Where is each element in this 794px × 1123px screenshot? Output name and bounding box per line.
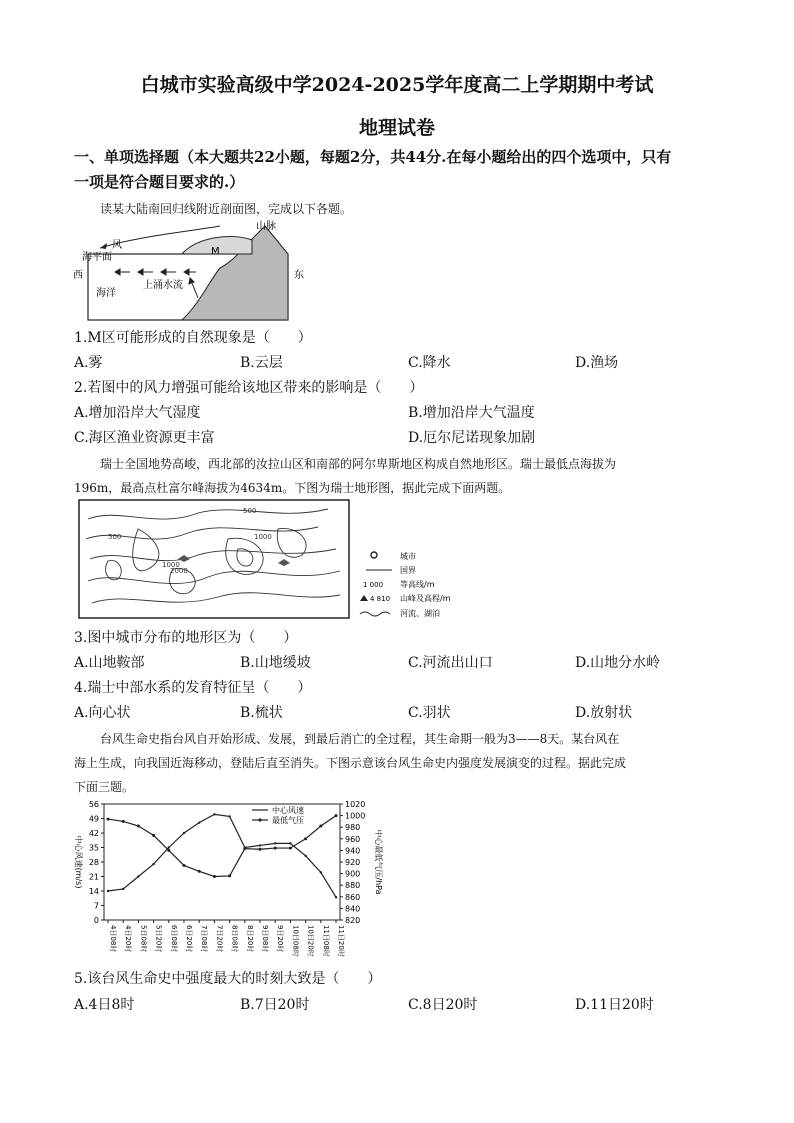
x-tick-label: 11日20时 bbox=[337, 925, 345, 957]
legend-contour-value: 1 000 bbox=[363, 581, 384, 589]
legend-border: 国界 bbox=[400, 566, 416, 575]
left-tick-label: 21 bbox=[88, 872, 99, 882]
wind-label: 风 bbox=[112, 240, 122, 251]
min-pressure-point bbox=[259, 848, 262, 851]
legend-pressure-marker bbox=[258, 818, 261, 821]
wind-speed-point bbox=[213, 813, 215, 815]
right-tick-label: 1000 bbox=[345, 811, 366, 821]
x-tick-label: 7日20时 bbox=[215, 925, 224, 953]
left-axis-label: 中心风速(m/s) bbox=[74, 835, 83, 889]
legend-peak: 山峰及高程/m bbox=[400, 594, 451, 603]
right-tick-label: 820 bbox=[345, 916, 361, 925]
wind-speed-point bbox=[168, 846, 170, 848]
passage3-line2: 海上生成，向我国近海移动，登陆后直至消失。下图示意该台风生命史内强度发展演变的过程。据此完成 bbox=[74, 756, 627, 770]
min-pressure-point bbox=[304, 837, 307, 840]
q3-option-a[interactable]: A.山地鞍部 bbox=[74, 655, 145, 671]
wind-speed-point bbox=[122, 888, 124, 890]
left-tick-label: 14 bbox=[88, 887, 99, 896]
left-tick-label: 0 bbox=[93, 916, 99, 925]
wind-speed-point bbox=[304, 855, 306, 857]
x-tick-label: 8日08时 bbox=[230, 925, 239, 953]
typhoon-intensity-chart bbox=[68, 798, 388, 962]
min-pressure-point bbox=[137, 825, 140, 828]
right-tick-label: 840 bbox=[345, 904, 361, 914]
wind-speed-point bbox=[183, 832, 185, 834]
mountain-label: 山脉 bbox=[256, 221, 276, 232]
min-pressure-point bbox=[228, 874, 231, 877]
q5-stem: 5.该台风生命史中强度最大的时刻大致是（ ） bbox=[74, 971, 382, 987]
q1-option-c[interactable]: C.降水 bbox=[408, 355, 451, 371]
left-tick-label: 42 bbox=[88, 829, 99, 838]
min-pressure-point bbox=[167, 849, 170, 852]
min-pressure-point bbox=[152, 834, 155, 837]
legend-peak-value: 4 810 bbox=[370, 595, 391, 603]
switzerland-topo-map bbox=[78, 499, 478, 621]
q1-option-b[interactable]: B.云层 bbox=[240, 355, 283, 371]
q2-option-b[interactable]: B.增加沿岸大气温度 bbox=[408, 405, 535, 421]
sea-level-label: 海平面 bbox=[82, 252, 112, 263]
x-tick-label: 5日08时 bbox=[139, 925, 148, 953]
right-tick-label: 880 bbox=[345, 881, 361, 891]
q2-stem: 2.若图中的风力增强可能给该地区带来的影响是（ ） bbox=[74, 380, 424, 396]
x-tick-label: 10日08时 bbox=[291, 925, 300, 957]
right-tick-label: 860 bbox=[345, 892, 361, 902]
q3-option-b[interactable]: B.山地缓坡 bbox=[240, 655, 311, 671]
q3-option-c[interactable]: C.河流出山口 bbox=[408, 655, 493, 671]
passage3-line1: 台风生命史指台风自开始形成、发展，到最后消亡的全过程，其生命期一般为3——8天。某台风在 bbox=[100, 732, 620, 746]
right-tick-label: 920 bbox=[345, 858, 361, 867]
passage2-line1: 瑞士全国地势高峻，西北部的汝拉山区和南部的阿尔卑斯地区构成自然地形区。瑞士最低点海拔为 bbox=[100, 457, 617, 471]
upwelling-label: 上涌水流 bbox=[143, 280, 183, 291]
q5-option-d[interactable]: D.11日20时 bbox=[575, 997, 654, 1013]
right-tick-label: 960 bbox=[345, 834, 361, 844]
q5-option-b[interactable]: B.7日20时 bbox=[240, 997, 310, 1013]
wind-speed-point bbox=[259, 844, 261, 846]
q5-option-c[interactable]: C.8日20时 bbox=[408, 997, 478, 1013]
x-tick-label: 5日20时 bbox=[154, 925, 163, 953]
wind-speed-point bbox=[228, 815, 230, 817]
legend-wind-label: 中心风速 bbox=[272, 806, 304, 815]
passage2-line2: 196m，最高点杜富尔峰海拔为4634m。下图为瑞士地形图，据此完成下面两题。 bbox=[74, 481, 511, 495]
legend-river: 河流、湖泊 bbox=[400, 609, 440, 618]
min-pressure-point bbox=[183, 864, 186, 867]
right-axis-label: 中心最低气压/hPa bbox=[374, 829, 383, 895]
right-tick-label: 1020 bbox=[345, 800, 366, 809]
passage1-intro: 读某大陆南回归线附近剖面图，完成以下各题。 bbox=[100, 202, 353, 216]
left-tick-label: 49 bbox=[88, 814, 99, 824]
min-pressure-point bbox=[122, 820, 125, 823]
min-pressure-point bbox=[289, 847, 292, 850]
right-tick-label: 980 bbox=[345, 823, 361, 833]
right-tick-label: 940 bbox=[345, 846, 361, 856]
section-heading-line2: 一项是符合题目要求的.） bbox=[74, 173, 245, 191]
exam-subtitle: 地理试卷 bbox=[358, 117, 435, 139]
q2-option-c[interactable]: C.海区渔业资源更丰富 bbox=[74, 430, 215, 446]
cross-section-figure bbox=[70, 218, 310, 326]
wind-speed-point bbox=[198, 821, 200, 823]
exam-title: 白城市实验高级中学2024-2025学年度高二上学期期中考试 bbox=[140, 74, 654, 96]
q2-option-d[interactable]: D.厄尔尼诺现象加剧 bbox=[408, 430, 536, 446]
q3-option-d[interactable]: D.山地分水岭 bbox=[575, 655, 661, 671]
map-contour-label: 500 bbox=[243, 507, 257, 515]
min-pressure-point bbox=[213, 875, 216, 878]
map-contour-label: 2000 bbox=[170, 567, 188, 575]
city-symbol-icon bbox=[371, 552, 377, 558]
q3-stem: 3.图中城市分布的地形区为（ ） bbox=[74, 630, 298, 646]
section-heading-line1: 一、单项选择题（本大题共22小题，每题2分，共44分.在每小题给出的四个选项中，只有 bbox=[74, 148, 672, 166]
q1-stem: 1.M区可能形成的自然现象是（ ） bbox=[74, 330, 312, 346]
legend-city: 城市 bbox=[400, 552, 416, 561]
left-tick-label: 7 bbox=[93, 901, 99, 911]
series-wind-speed-line bbox=[108, 814, 336, 897]
peak-symbol-icon bbox=[360, 595, 368, 601]
q4-stem: 4.瑞士中部水系的发育特征呈（ ） bbox=[74, 680, 312, 696]
west-label: 西 bbox=[73, 270, 83, 281]
q4-option-c[interactable]: C.羽状 bbox=[408, 705, 451, 721]
min-pressure-point bbox=[335, 814, 338, 817]
min-pressure-point bbox=[243, 847, 246, 850]
map-contour-label: 1000 bbox=[254, 533, 272, 541]
x-tick-label: 9日20时 bbox=[276, 925, 285, 953]
x-tick-label: 10日20时 bbox=[306, 925, 315, 957]
x-tick-label: 4日20时 bbox=[124, 925, 133, 953]
q2-option-a[interactable]: A.增加沿岸大气湿度 bbox=[74, 405, 201, 421]
wind-speed-point bbox=[107, 890, 109, 892]
q1-option-d[interactable]: D.渔场 bbox=[575, 355, 619, 371]
min-pressure-point bbox=[319, 825, 322, 828]
x-tick-label: 7日08时 bbox=[200, 925, 209, 953]
map-contour-label: 1000 bbox=[162, 561, 180, 569]
legend-pressure-label: 最低气压 bbox=[272, 816, 304, 825]
legend-contour: 等高线/m bbox=[400, 580, 435, 589]
wind-speed-point bbox=[274, 842, 276, 844]
right-tick-label: 900 bbox=[345, 869, 361, 879]
q4-option-a[interactable]: A.向心状 bbox=[74, 705, 131, 721]
x-tick-label: 6日08时 bbox=[169, 925, 178, 953]
east-label: 东 bbox=[294, 270, 304, 281]
ocean-label: 海洋 bbox=[96, 288, 116, 299]
x-tick-label: 11日08时 bbox=[321, 925, 330, 957]
plot-frame bbox=[104, 804, 340, 920]
min-pressure-point bbox=[274, 847, 277, 850]
left-tick-label: 28 bbox=[88, 858, 99, 867]
q5-option-a[interactable]: A.4日8时 bbox=[74, 997, 135, 1013]
left-tick-label: 35 bbox=[88, 843, 99, 853]
wind-speed-point bbox=[137, 875, 139, 877]
min-pressure-point bbox=[107, 818, 110, 821]
q1-option-a[interactable]: A.雾 bbox=[74, 355, 103, 371]
m-zone-label: M bbox=[211, 246, 220, 257]
q4-option-d[interactable]: D.放射状 bbox=[575, 705, 633, 721]
wind-speed-point bbox=[289, 842, 291, 844]
left-tick-label: 56 bbox=[88, 800, 99, 809]
wind-speed-point bbox=[152, 863, 154, 865]
passage3-line3: 下面三题。 bbox=[74, 780, 135, 794]
min-pressure-point bbox=[198, 870, 201, 873]
river-symbol-icon bbox=[360, 612, 390, 616]
wind-speed-point bbox=[320, 871, 322, 873]
x-tick-label: 4日08时 bbox=[109, 925, 117, 953]
x-tick-label: 6日20时 bbox=[185, 925, 193, 953]
q4-option-b[interactable]: B.梳状 bbox=[240, 705, 283, 721]
wind-speed-point bbox=[335, 896, 337, 898]
x-tick-label: 9日08时 bbox=[261, 925, 269, 953]
map-contour-label: 500 bbox=[108, 533, 122, 541]
x-tick-label: 8日20时 bbox=[245, 925, 254, 953]
